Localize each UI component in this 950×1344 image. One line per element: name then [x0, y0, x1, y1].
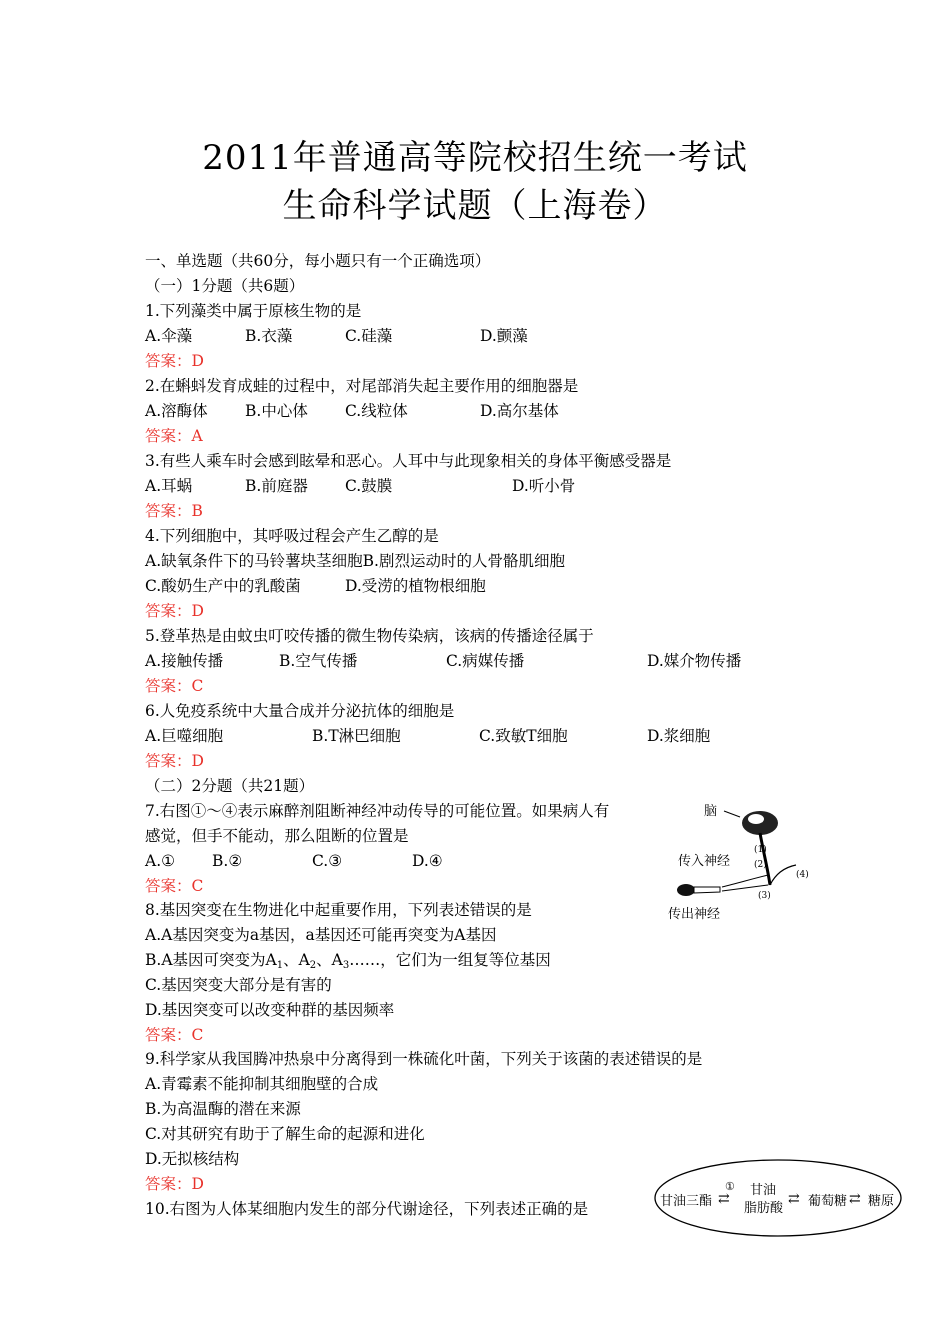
q7-option-b: B.② [212, 852, 243, 870]
q3-option-d: D.听小骨 [512, 477, 576, 495]
q1-answer: 答案：D [145, 352, 204, 370]
q3-option-b: B.前庭器 [245, 477, 308, 495]
q7-stem-line1: 7.右图①～④表示麻醉剂阻断神经冲动传导的可能位置。如果病人有 [145, 802, 610, 820]
node-glycogen: 糖原 [868, 1194, 895, 1209]
q5-answer: 答案：C [145, 677, 204, 695]
q3-option-c: C.鼓膜 [345, 477, 393, 495]
q9-option-d: D.无拟核结构 [145, 1150, 240, 1168]
q3-option-a: A.耳蜗 [145, 477, 193, 495]
q1-option-a: A.伞藻 [145, 327, 193, 345]
q9-option-c: C.对其研究有助于了解生命的起源和进化 [145, 1125, 425, 1143]
q5-option-a: A.接触传播 [145, 652, 224, 670]
double-arrow-2: ⇄ [788, 1191, 800, 1207]
q7-option-c: C.③ [312, 852, 343, 870]
node-triglyceride: 甘油三酯 [660, 1194, 713, 1209]
q4-option-c: C.酸奶生产中的乳酸菌 [145, 577, 301, 595]
q5-option-d: D.媒介物传播 [647, 652, 742, 670]
q1-stem: 1.下列藻类中属于原核生物的是 [145, 302, 362, 320]
q4-options-ab: A.缺氧条件下的马铃薯块茎细胞B.剧烈运动时的人骨骼肌细胞 [145, 552, 565, 570]
q9-option-a: A.青霉素不能抑制其细胞壁的合成 [145, 1075, 379, 1093]
q7-answer: 答案：C [145, 877, 204, 895]
q2-answer: 答案：A [145, 427, 203, 445]
q4-option-d: D.受涝的植物根细胞 [345, 577, 486, 595]
reflex-arc-figure [660, 795, 820, 930]
q2-stem: 2.在蝌蚪发育成蛙的过程中，对尾部消失起主要作用的细胞器是 [145, 377, 579, 395]
q2-option-d: D.高尔基体 [480, 402, 559, 420]
q9-answer: 答案：D [145, 1175, 204, 1193]
fig-label-efferent: 传出神经 [668, 907, 721, 922]
section-heading: 一、单选题（共60分，每小题只有一个正确选项） [145, 252, 491, 270]
q5-stem: 5.登革热是由蚊虫叮咬传播的微生物传染病，该病的传播途径属于 [145, 627, 594, 645]
fig-marker-2: (2) [754, 860, 767, 870]
q8-option-b: B.A基因可突变为$A_1$、$A_2$、$A_3\dots\dots$，它们为一组复等位基因 [145, 951, 551, 971]
q8-answer: 答案：C [145, 1026, 204, 1044]
q3-answer: 答案：B [145, 502, 203, 520]
node-glucose: 葡萄糖 [808, 1194, 848, 1209]
q10-stem: 10.右图为人体某细胞内发生的部分代谢途径，下列表述正确的是 [145, 1200, 589, 1218]
q6-option-c: C.致敏T细胞 [479, 727, 568, 745]
fig-marker-3: (3) [758, 891, 771, 901]
q5-option-c: C.病媒传播 [446, 652, 525, 670]
q2-option-c: C.线粒体 [345, 402, 408, 420]
q9-stem: 9.科学家从我国腾冲热泉中分离得到一株硫化叶菌，下列关于该菌的表述错误的是 [145, 1050, 703, 1068]
metabolic-pathway-figure [652, 1152, 904, 1242]
q6-answer: 答案：D [145, 752, 204, 770]
q1-option-b: B.衣藻 [245, 327, 293, 345]
fig-marker-1: (1) [754, 845, 767, 855]
fig-label-afferent: 传入神经 [678, 854, 731, 869]
q6-option-d: D.浆细胞 [647, 727, 711, 745]
q8-stem: 8.基因突变在生物进化中起重要作用，下列表述错误的是 [145, 901, 532, 919]
q8-option-c: C.基因突变大部分是有害的 [145, 976, 332, 994]
q4-stem: 4.下列细胞中，其呼吸过程会产生乙醇的是 [145, 527, 439, 545]
q2-option-a: A.溶酶体 [145, 402, 208, 420]
q9-option-b: B.为高温酶的潜在来源 [145, 1100, 301, 1118]
part-heading-1: （一）1分题（共6题） [145, 277, 305, 295]
double-arrow-1: ⇄ [718, 1191, 730, 1207]
q1-option-d: D.颤藻 [480, 327, 528, 345]
q7-option-a: A.① [145, 852, 176, 870]
q5-option-b: B.空气传播 [279, 652, 358, 670]
q8-option-d: D.基因突变可以改变种群的基因频率 [145, 1001, 395, 1019]
pathway-marker-1: ① [725, 1180, 735, 1193]
hand-shape [677, 884, 695, 896]
q2-option-b: B.中心体 [245, 402, 308, 420]
fig-label-brain: 脑 [704, 804, 718, 819]
q8-option-a: A.A基因突变为a基因，a基因还可能再突变为A基因 [145, 926, 497, 944]
node-fatty-acid: 脂肪酸 [744, 1201, 784, 1216]
q6-option-a: A.巨噬细胞 [145, 727, 224, 745]
title-line-2: 生命科学试题（上海卷） [282, 186, 668, 226]
q3-stem: 3.有些人乘车时会感到眩晕和恶心。人耳中与此现象相关的身体平衡感受器是 [145, 452, 672, 470]
title-line-1: 2011年普通高等院校招生统一考试 [202, 138, 748, 178]
fig-marker-4: (4) [796, 870, 809, 880]
q7-stem-line2: 感觉，但手不能动，那么阻断的位置是 [145, 827, 409, 845]
q6-option-b: B.T淋巴细胞 [312, 727, 401, 745]
double-arrow-3: ⇄ [849, 1191, 861, 1207]
q7-option-d: D.④ [412, 852, 443, 870]
node-glycerol: 甘油 [750, 1183, 777, 1198]
q1-option-c: C.硅藻 [345, 327, 393, 345]
q6-stem: 6.人免疫系统中大量合成并分泌抗体的细胞是 [145, 702, 455, 720]
q4-answer: 答案：D [145, 602, 204, 620]
part-heading-2: （二）2分题（共21题） [145, 777, 315, 795]
